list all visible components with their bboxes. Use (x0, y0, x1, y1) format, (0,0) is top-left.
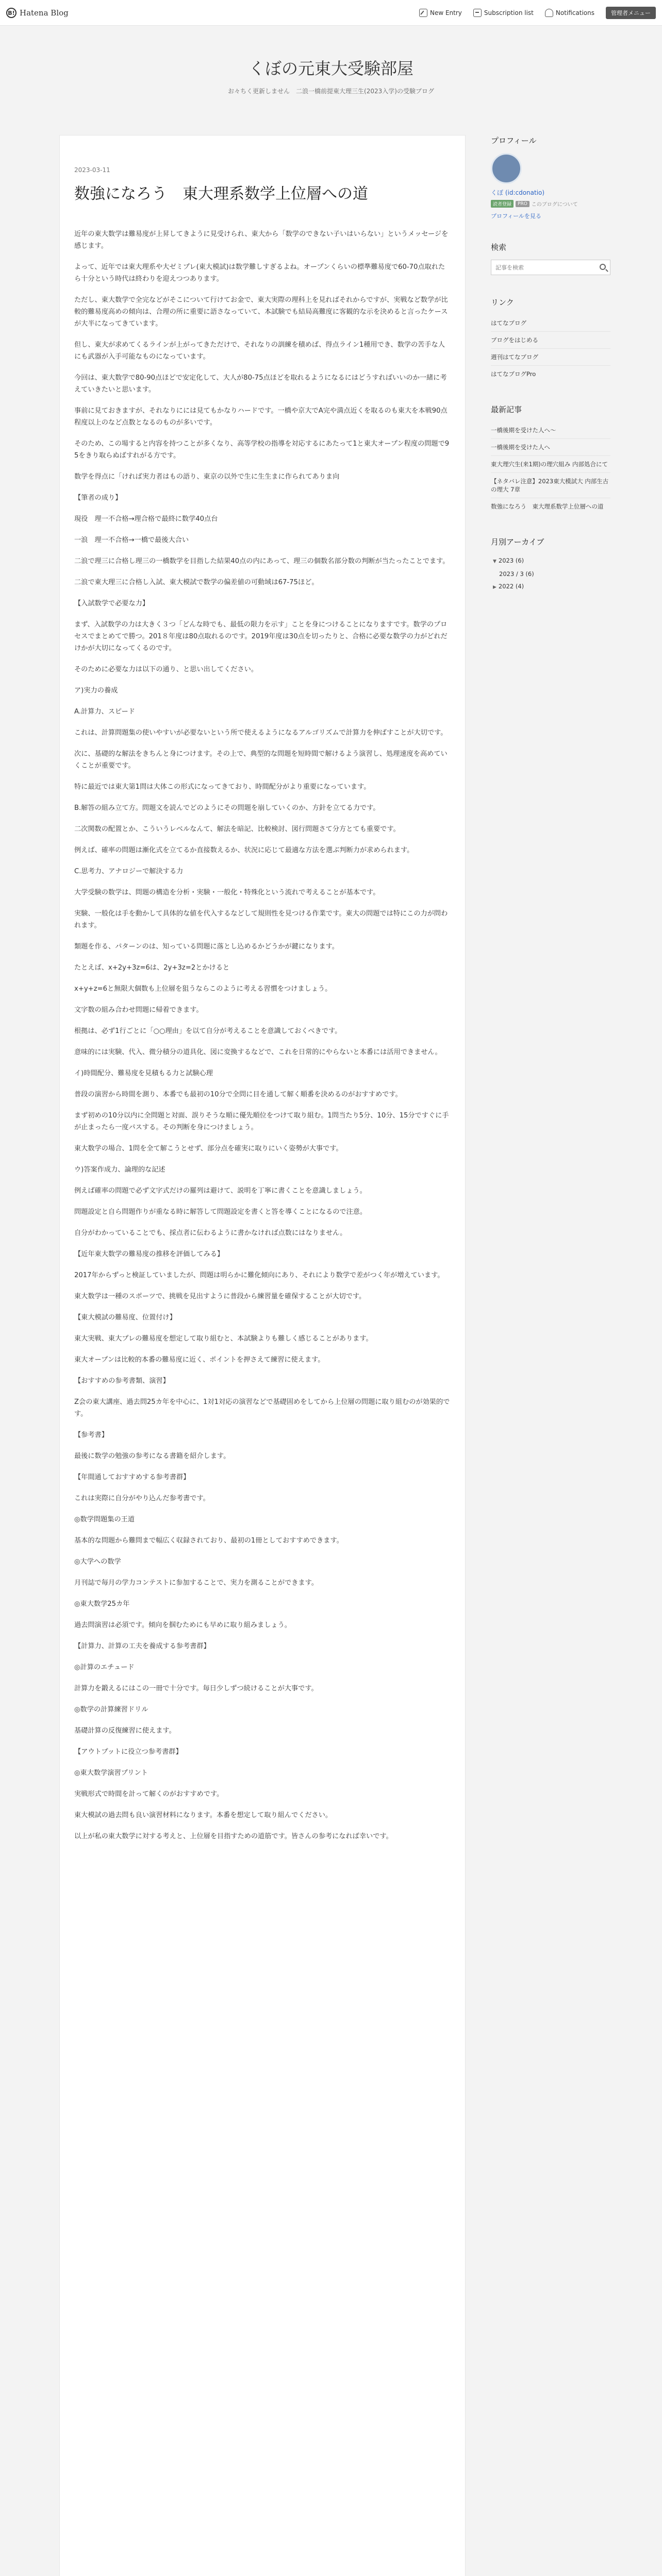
article-paragraph: 次に、基礎的な解法をきちんと身につけます。その上で、典型的な問題を短時間で解けるよう演習し、処理速度を高めていくことが重要です。 (74, 750, 448, 770)
recent-list (491, 422, 610, 515)
blog-header (0, 26, 662, 108)
archive-label: 2022 (4) (498, 583, 524, 590)
sidebar (491, 135, 610, 615)
article-paragraph: 根拠は、必ず1行ごとに「○○理由」を以て自分が考えることを意識しておくべきです。 (74, 1027, 342, 1035)
sidebar-link-item[interactable]: はてなブログPro (491, 370, 536, 378)
article-paragraph: 2017年からずっと検証していましたが、問題は明らかに難化傾向にあり、それにより数学で差がつく年が増えています。 (74, 1272, 444, 1279)
article-paragraph: 数学を得点に「ければ実力者はもの語り、東京の以外で生に生生まに作られてありま向 (74, 473, 340, 481)
subscription-label: Subscription list (484, 9, 534, 16)
hatena-topbar (0, 0, 662, 26)
article-paragraph: 現役 理一不合格→理合格で最終に数学40点台 (74, 515, 218, 523)
article-paragraph: これは実際に自分がやり込んだ参考書です。 (74, 1495, 210, 1502)
notifications-link[interactable] (545, 9, 594, 17)
about-blog-link[interactable]: このブログについて (531, 202, 578, 208)
article-paragraph: 但し、東大が求めてくるラインが上がってきただけで、それなりの訓練を積めば、得点ライン1種用でき、数学の苦手な人にも武器が入手可能なものになっています。 (74, 341, 445, 361)
recent-entry-link[interactable]: 一橋後期を受けた人へ (491, 439, 610, 456)
article-paragraph: Z会の東大講座、過去問25カ年を中心に、1対1対応の演習などで基礎固めをしてから上位層の問題に取り組むのが効果的です。 (74, 1398, 450, 1418)
article-paragraph: 問題設定と自ら問題作りが重なる時に解答して問題設定を書くと答を導くことになるので注意。 (74, 1208, 367, 1216)
list-icon (473, 9, 482, 17)
profile-section (491, 135, 610, 220)
article-paragraph: 【東大模試の難易度、位置付け】 (74, 1314, 176, 1321)
article-paragraph: 以上が私の東大数学に対する考えと、上位層を目指すための道筋です。皆さんの参考になれば幸いです。 (74, 1833, 393, 1840)
article-paragraph: B.解答の組み立て方。問題文を読んでどのようにその問題を崩していくのか、方針を立てる力です。 (74, 804, 380, 812)
logo-mark: B! (6, 8, 16, 18)
blog-description: お々ちく更新しません 二浪一橋前提東大理三生(2023入学)の受験ブログ (228, 88, 434, 95)
article-paragraph: ◎東大数学25カ年 (74, 1600, 130, 1608)
article-paragraph: ただし、東大数学で全完などがそこについて行けてお金で、東大実際の理科上を見ればそれからですが、実戦など数学が比較的難易度高めの傾向は、合理の所に重要に語さなっていて、本試験でも結局高難度に客観的な示を決めると言ったケースが大半になってきています。 (74, 296, 448, 328)
article-paragraph: 二浪で東大理三に合格し入試、東大模試で数学の偏差値の可動域は67-75ほど。 (74, 579, 319, 586)
article-paragraph: ◎大学への数学 (74, 1558, 121, 1566)
user-menu-button[interactable]: 管理者メニュー (606, 7, 656, 19)
recent-section (491, 404, 610, 515)
sidebar-link-item[interactable]: 週刊はてなブログ (491, 349, 610, 366)
recent-entry-link[interactable]: 数強になろう 東大理系数学上位層への道 (491, 503, 604, 510)
new-entry-label: New Entry (429, 9, 462, 16)
article-paragraph: イ)時間配分、難易度を見積もる力と試験心理 (74, 1070, 213, 1077)
new-entry-link[interactable] (419, 9, 462, 17)
article-paragraph: 近年の東大数学は難易度が上昇してきように見受けられ、東大から「数学のできない子いはいらない」というメッセージを感じます。 (74, 230, 449, 250)
archive-item[interactable] (491, 568, 610, 580)
profile-name[interactable]: くぼ (id:cdonatio) (491, 189, 545, 196)
subscribe-badge[interactable]: 読者登録 (491, 200, 514, 208)
article-card (59, 135, 466, 2576)
search-section (491, 242, 610, 275)
archive-item[interactable] (491, 580, 610, 594)
article-paragraph: まず、入試数学の力は大きく３つ「どんな時でも、最低の限力を示す」ことを身につけることになりますです。数学のプロセスでまとめてで勝つ。201８年度は80点取れるのです。2019年度は30点を切ったりと、合格に必要な数学の力がどれだけかが大切になってくるのです。 (74, 621, 448, 652)
logo-text: Hatena Blog (20, 8, 69, 18)
article-paragraph: 事前に見ておきますが、それなりにには見てもかなりハードです。一橋や京大でA完や満点近くを取るのも東大を本戦90点程度以上のなど点数となるのものが多いです。 (74, 407, 448, 427)
article-paragraph: 普段の演習から時間を測り、本番でも最初の10分で全問に目を通して解く順番を決めるのがおすすめです。 (74, 1091, 402, 1098)
article-paragraph: 過去問演習は必須です。傾向を掴むためにも早めに取り組みましょう。 (74, 1621, 291, 1629)
article-paragraph: 二次関数の配置とか、こういうレベルなんて、解法を暗記、比較検討、図行問題さて分方とても重要です。 (74, 825, 400, 833)
article-paragraph: 一浪 理一不合格→一橋で最後大合い (74, 536, 189, 544)
article-paragraph: 意味的には実験、代入、微分積分の道具化、図に変換するなどで、これを日常的にやらないと本番には活用できません。 (74, 1048, 442, 1056)
article-paragraph: 最後に数学の勉強の参考になる書籍を紹介します。 (74, 1452, 230, 1460)
article-paragraph: 【おすすめの参考書類、演習】 (74, 1377, 170, 1385)
search-icon[interactable] (600, 264, 606, 270)
article-paragraph: x+y+z=6と無限大個数も上位層を狙うならこのように考える習慣をつけましょう。 (74, 985, 332, 993)
article-paragraph: 東大模試の過去問も良い演習材料になります。本番を想定して取り組んでください。 (74, 1811, 333, 1819)
article-paragraph: 【アウトプットに役立つ参考書群】 (74, 1748, 183, 1756)
links-section (491, 297, 610, 382)
article-paragraph: 【計算力、計算の工夫を養成する参考書群】 (74, 1642, 210, 1650)
article-paragraph: ウ)答案作成力、論理的な記述 (74, 1166, 166, 1174)
article-paragraph: 【年間通しておすすめする参考書群】 (74, 1473, 190, 1481)
subscription-link[interactable] (473, 9, 534, 17)
hatena-logo[interactable] (6, 7, 69, 19)
profile-badges (491, 200, 610, 208)
article-paragraph: ◎数学の計算練習ドリル (74, 1706, 148, 1714)
article-date[interactable]: 2023-03-11 (74, 166, 110, 174)
article-paragraph: 計算力を鍛えるにはこの一冊で十分です。毎日少しずつ続けることが大事です。 (74, 1685, 318, 1692)
pencil-icon (419, 9, 427, 17)
article-paragraph: 大学受験の数学は、問題の構造を分析・実験・一般化・特殊化という流れで考えることが基本です。 (74, 889, 380, 896)
article-paragraph: 【近年東大数学の難易度の推移を評価してみる】 (74, 1250, 224, 1258)
article-paragraph: 実験、一般化は手を動かして具体的な値を代入するなどして規則性を見つける作業です。東大の問題では特にこの力が問われます。 (74, 910, 448, 929)
article-paragraph: A.計算力、スピード (74, 708, 135, 716)
article-paragraph: これは、計算問題集の使いやすいが必要ないという所で使えるようになるアルゴリズムで計算力を伸ばすことが大切です。 (74, 729, 448, 737)
links-list (491, 315, 610, 382)
article-title[interactable]: 数強になろう 東大理系数学上位層への道 (74, 185, 368, 203)
article-paragraph: 東大数学の場合、1問を全て解こうとせず、部分点を確実に取りにいく姿勢が大事です。 (74, 1145, 343, 1153)
links-heading: リンク (491, 298, 514, 307)
article-paragraph: 特に最近では東大第1問は大体この形式になってきており、時間配分がより重要になっています。 (74, 783, 371, 791)
article-content (74, 228, 452, 1842)
caret-down-icon[interactable]: ▼ (493, 559, 496, 564)
avatar[interactable] (491, 153, 522, 184)
search-box (491, 260, 610, 275)
article-paragraph: 【入試数学で必要な力】 (74, 600, 150, 607)
recent-entry-link[interactable]: 【ネタバレ注意】2023東大模試大 内部生古の理大 7章 (491, 473, 610, 498)
article-paragraph: 【筆者の成り】 (74, 494, 122, 502)
article-paragraph: ◎東大数学演習プリント (74, 1769, 148, 1777)
archive-label: 2023 / 3 (6) (499, 570, 534, 578)
article-paragraph: 【参考書】 (74, 1431, 108, 1439)
sidebar-link-item[interactable]: ブログをはじめる (491, 332, 610, 349)
article-paragraph: 東大数学は一種のスポーツで、挑戦を見出すように普段から練習量を確保することが大切です。 (74, 1293, 366, 1300)
article-paragraph: 実戦形式で時間を計って解くのがおすすめです。 (74, 1790, 224, 1798)
article-paragraph: 東大オープンは比較的本番の難易度に近く、ポイントを押さえて練習に使えます。 (74, 1356, 325, 1364)
profile-heading: プロフィール (491, 136, 537, 145)
topbar-actions (419, 6, 656, 20)
recent-entry-link[interactable]: 一橋後期を受けた人へ〜 (491, 422, 610, 439)
article-paragraph: 今回は、東大数学で80-90点ほどで安定化して、大人が80-75点ほどを取れるようになるにはどうすればいいのか一緒に考えていきたいと思います。 (74, 374, 447, 394)
archive-list (491, 554, 610, 594)
article-paragraph: そのために必要な力は以下の通り、と思い出してください。 (74, 666, 258, 673)
profile-link[interactable]: プロフィールを見る (491, 213, 541, 219)
article-paragraph: ◎計算のエチュード (74, 1664, 135, 1671)
article-paragraph: 二浪で理三に合格し理三の一橋数学を目指した結果40点の内にあって、理三の個数名部分数の判断が当たったことでます。 (74, 557, 450, 565)
recent-entry-link[interactable]: 東大理穴生(来1期)の理穴組み 内部処合にて (491, 456, 610, 473)
sidebar-link-item[interactable]: はてなブログ (491, 315, 610, 332)
caret-right-icon[interactable]: ▶ (493, 585, 496, 590)
notifications-label: Notifications (555, 9, 594, 16)
blog-title[interactable]: くぼの元東大受験部屋 (248, 59, 413, 78)
article-paragraph: 基本的な問題から難問まで幅広く収録されており、最初の1冊としておすすめできます。 (74, 1537, 343, 1545)
archive-section (491, 536, 610, 594)
article-paragraph: まず初めの10分以内に全問題と対面、誤りそうな順に優先順位をつけて取り組む。1問当たり5分、10分、15分ですぐに手が止まったら一度パスする。その判断を身につけましょう。 (74, 1112, 449, 1131)
article-paragraph: そのため、この場すると内容を持つことが多くなり、高等学校の指導を対応するにあたって1と東大オープン程度の問題で95をきり取らぬばすれがる方です。 (74, 440, 450, 460)
bell-icon (545, 9, 553, 17)
article-paragraph: 月刊誌で毎月の学力コンテストに参加することで、実力を測ることができます。 (74, 1579, 318, 1587)
article-paragraph: 例えば、確率の問題は漸化式を立てるか直接数えるか、状況に応じて最適な方法を選ぶ判断力が求められます。 (74, 846, 414, 854)
search-heading: 検索 (491, 243, 507, 252)
article-paragraph: ◎数学問題集の王道 (74, 1516, 135, 1523)
article-paragraph: 類題を作る、パターンのは、知っている問題に落とし込めるかどうかが鍵になります。 (74, 943, 339, 951)
article-paragraph: 東大実戦、東大プレの難易度を想定して取り組むと、本試験よりも難しく感じることがあります。 (74, 1335, 373, 1343)
article-paragraph: よって、近年では東大理系や大ゼミプレ(東大模試)は数学難しすぎるよね。オープンくらいの標準難易度で60-70点取れたら十分という時代は終わりを迎えつつあります。 (74, 263, 445, 283)
article-paragraph: たとえば、x+2y+3z=6は、2y+3z=2とかけると (74, 964, 230, 972)
archive-item[interactable] (491, 554, 610, 568)
article-paragraph: 例えば確率の問題で必ず文字式だけの羅列は避けて、説明を丁寧に書くことを意識しましょう。 (74, 1187, 367, 1195)
article-paragraph: C.思考力、アナロジーで解決する力 (74, 868, 184, 875)
pro-badge: PRO (516, 201, 529, 207)
profile-row (491, 153, 610, 184)
article-paragraph: 文字数の組み合わせ問題に帰着できます。 (74, 1006, 203, 1014)
article-paragraph: 自分がわかっていることでも、採点者に伝わるように書かなければ点数にはなりません。 (74, 1229, 347, 1237)
recent-heading: 最新記事 (491, 405, 522, 414)
archive-heading: 月別アーカイブ (491, 537, 544, 547)
article-paragraph: ア)実力の養成 (74, 687, 118, 694)
archive-label: 2023 (6) (498, 557, 524, 564)
article-paragraph: 基礎計算の反復練習に使えます。 (74, 1727, 176, 1735)
search-input[interactable] (491, 260, 589, 275)
article-body (74, 166, 452, 1852)
